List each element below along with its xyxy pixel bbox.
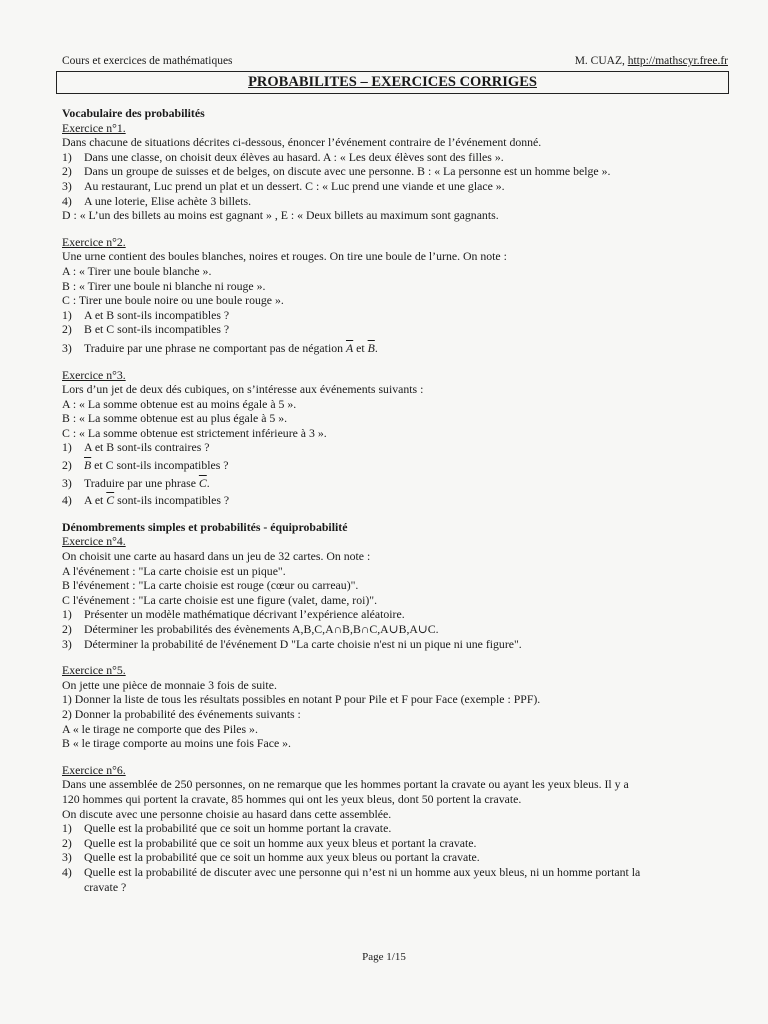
question-item — [62, 607, 732, 622]
question-text: sont-ils incompatibles ? — [114, 493, 230, 508]
complement-event: $\overline{B}$ — [84, 458, 92, 473]
question-text: . — [206, 475, 210, 490]
question-text: Déterminer les probabilités des évènements A,B,C,A∩B,B∩C,A∪B,A∪C. — [84, 622, 439, 636]
question-text: Traduire par une phrase ne comportant pas de négation — [84, 340, 346, 355]
event-definition: C l'événement : "La carte choisie est une figure (valet, dame, roi)". — [62, 592, 378, 607]
question-item — [62, 880, 732, 895]
author-line — [575, 55, 728, 67]
question-number: 4) — [62, 864, 72, 879]
question-item — [62, 850, 732, 865]
event-definition: B : « La somme obtenue est au plus égale à 5 ». — [62, 411, 288, 426]
question-text: 1) Donner la liste de tous les résultats possibles en notant P pour Pile et F pour Face (exemple : PPF). — [62, 692, 541, 707]
question-item — [62, 164, 732, 179]
exercise-4 — [62, 534, 732, 651]
exercise-2 — [62, 235, 732, 356]
question-item — [62, 458, 732, 473]
exercise-label: Exercice n°4. — [62, 534, 126, 549]
question-number: 1) — [62, 440, 72, 455]
question-item — [62, 622, 732, 637]
question-number: 3) — [62, 340, 72, 355]
event-definition: A : « Tirer une boule blanche ». — [62, 263, 212, 278]
question-number: 3) — [62, 475, 72, 490]
section-heading: Dénombrements simples et probabilités - équiprobabilité — [62, 519, 348, 534]
event-definition: D : « L’un des billets au moins est gagnant » , E : « Deux billets au maximum sont gagnants. — [62, 208, 499, 223]
question-item — [62, 150, 732, 165]
document-title-box — [56, 71, 729, 94]
question-item — [62, 322, 732, 337]
exercise-label: Exercice n°2. — [62, 234, 126, 249]
exercise-intro: Dans chacune de situations décrites ci-dessous, énoncer l’événement contraire de l’événement donné. — [62, 135, 542, 150]
event-definition: C : Tirer une boule noire ou une boule rouge ». — [62, 293, 284, 308]
question-number: 1) — [62, 607, 72, 622]
exercise-1 — [62, 121, 732, 223]
question-item — [62, 476, 732, 491]
exercise-intro: Une urne contient des boules blanches, noires et rouges. On tire une boule de l’urne. On note : — [62, 249, 507, 264]
question-item — [62, 341, 732, 356]
document-body — [62, 106, 732, 894]
question-item — [62, 440, 732, 455]
exercise-intro: On jette une pièce de monnaie 3 fois de suite. — [62, 677, 277, 692]
question-number: 1) — [62, 821, 72, 836]
exercise-label: Exercice n°5. — [62, 663, 126, 678]
exercise-label: Exercice n°6. — [62, 762, 126, 777]
exercise-label: Exercice n°1. — [62, 120, 126, 135]
complement-event: $\overline{A}$ — [345, 340, 354, 355]
event-definition: A « le tirage ne comporte que des Piles ». — [62, 721, 258, 736]
question-text: Quelle est la probabilité que ce soit un homme aux yeux bleus et portant la cravate. — [84, 835, 477, 850]
event-definition: C : « La somme obtenue est strictement inférieure à 3 ». — [62, 425, 327, 440]
question-number: 3) — [62, 636, 72, 651]
question-text: Quelle est la probabilité de discuter avec une personne qui n’est ni un homme aux yeux bleus, ni un homme portant la — [84, 864, 641, 879]
question-text: . — [374, 340, 378, 355]
question-text: A et — [84, 493, 107, 508]
question-text: A et B sont-ils incompatibles ? — [84, 307, 230, 322]
event-definition: B : « Tirer une boule ni blanche ni rouge ». — [62, 278, 266, 293]
question-text: Quelle est la probabilité que ce soit un homme aux yeux bleus ou portant la cravate. — [84, 850, 480, 865]
question-text: Traduire par une phrase — [84, 475, 199, 490]
exercise-intro: On choisit une carte au hasard dans un jeu de 32 cartes. On note : — [62, 549, 371, 564]
question-item — [62, 308, 732, 323]
document-title: PROBABILITES – EXERCICES CORRIGES — [248, 74, 537, 90]
exercise-intro: 120 hommes qui portent la cravate, 85 hommes qui ont les yeux bleus, dont 50 portent la cravate. — [62, 791, 522, 806]
question-text: Présenter un modèle mathématique décrivant l’expérience aléatoire. — [84, 607, 405, 622]
event-definition: A : « La somme obtenue est au moins égale à 5 ». — [62, 396, 297, 411]
question-text: Quelle est la probabilité que ce soit un homme portant la cravate. — [84, 821, 392, 836]
exercise-intro: Dans une assemblée de 250 personnes, on ne remarque que les hommes portant la cravate ou ayant les yeux bleus. Il y a — [62, 777, 629, 792]
exercise-5 — [62, 663, 732, 751]
question-text: A et B sont-ils contraires ? — [84, 440, 210, 455]
question-item — [62, 865, 732, 880]
page-header — [62, 55, 728, 70]
page-number: Page 1/15 — [362, 951, 406, 963]
question-text: 2) Donner la probabilité des événements suivants : — [62, 706, 301, 721]
event-definition: B l'événement : "La carte choisie est rouge (cœur ou carreau)". — [62, 578, 359, 593]
question-text: Déterminer la probabilité de l'événement D "La carte choisie n'est ni un pique ni une figure". — [84, 636, 522, 651]
question-text: A une loterie, Elise achète 3 billets. — [84, 193, 252, 208]
question-number: 4) — [62, 193, 72, 208]
complement-event: $\overline{C}$ — [106, 493, 115, 508]
question-item — [62, 821, 732, 836]
event-definition: A l'événement : "La carte choisie est un pique". — [62, 563, 286, 578]
question-number: 2) — [62, 622, 72, 636]
author-name: M. CUAZ, — [574, 55, 628, 67]
question-item — [62, 836, 732, 851]
complement-event: $\overline{C}$ — [198, 475, 207, 490]
question-item — [62, 637, 732, 652]
event-definition: B « le tirage comporte au moins une fois Face ». — [62, 736, 291, 751]
question-number: 4) — [62, 493, 72, 508]
question-item — [62, 493, 732, 508]
question-text: Dans une classe, on choisit deux élèves au hasard. A : « Les deux élèves sont des filles ». — [84, 149, 504, 164]
exercise-intro: Lors d’un jet de deux dés cubiques, on s’intéresse aux événements suivants : — [62, 382, 424, 397]
complement-event: $\overline{B}$ — [367, 340, 375, 355]
exercise-6 — [62, 763, 732, 894]
question-item — [62, 194, 732, 209]
question-item — [62, 179, 732, 194]
question-number: 2) — [62, 322, 72, 337]
question-text: Dans un groupe de suisses et de belges, on discute avec une personne. B : « La personne est un homme belge ». — [84, 164, 611, 179]
question-number: 2) — [62, 164, 72, 179]
exercise-label: Exercice n°3. — [62, 367, 126, 382]
website-link[interactable]: http://mathscyr.free.fr — [627, 55, 728, 67]
question-number: 3) — [62, 178, 72, 193]
exercise-3 — [62, 368, 732, 508]
question-number: 2) — [62, 458, 72, 473]
question-text: cravate ? — [84, 879, 127, 894]
question-text: Au restaurant, Luc prend un plat et un dessert. C : « Luc prend une viande et une glace ». — [84, 178, 505, 193]
section-heading: Vocabulaire des probabilités — [62, 106, 205, 120]
question-number: 2) — [62, 835, 72, 850]
question-number: 3) — [62, 850, 72, 865]
question-text: et — [353, 340, 368, 355]
question-number: 1) — [62, 307, 72, 322]
question-text: B et C sont-ils incompatibles ? — [84, 322, 230, 337]
course-title: Cours et exercices de mathématiques — [62, 55, 233, 67]
question-text: et C sont-ils incompatibles ? — [91, 458, 229, 473]
question-number: 1) — [62, 149, 72, 164]
exercise-intro: On discute avec une personne choisie au hasard dans cette assemblée. — [62, 806, 392, 821]
